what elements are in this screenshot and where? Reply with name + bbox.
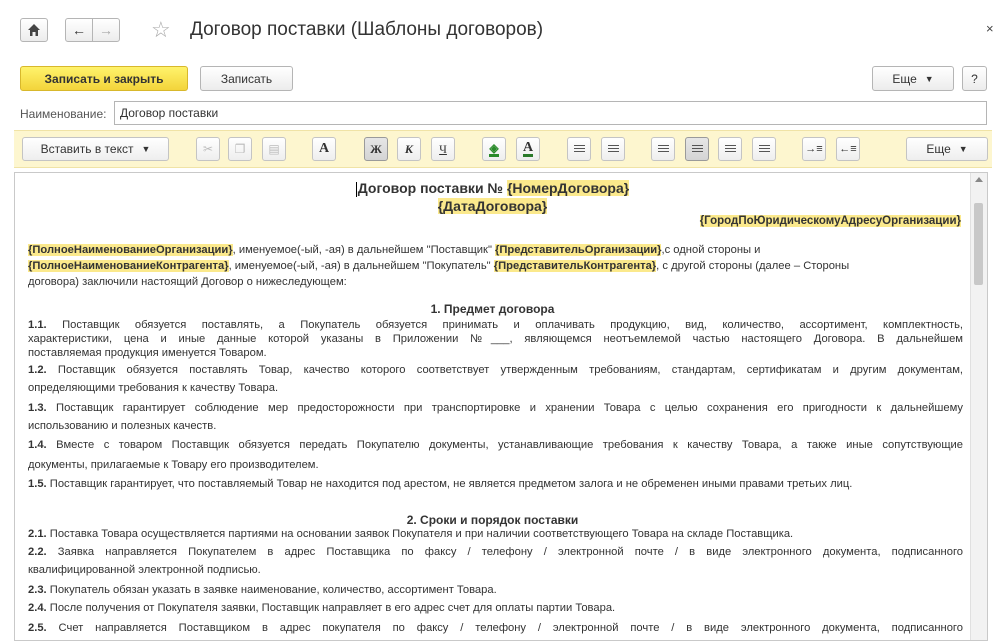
align-center-icon <box>692 145 703 154</box>
bold-icon: Ж <box>370 141 382 156</box>
name-field[interactable]: Договор поставки <box>114 101 987 125</box>
template-field: {ПредставительКонтрагента} <box>493 260 657 272</box>
clause-number: 1.5. <box>28 478 47 490</box>
clause-number: 2.4. <box>28 602 47 614</box>
text-color-icon: A <box>522 140 534 155</box>
underline-icon: Ч <box>439 141 447 156</box>
clause-line <box>28 545 963 559</box>
font-icon: A <box>318 141 330 156</box>
clause-number: 2.3. <box>28 584 47 596</box>
align-justify-button[interactable] <box>752 137 776 161</box>
indent-icon: →≡ <box>805 143 823 155</box>
heading-text: Договор поставки № <box>357 180 507 196</box>
clause-text: определяющими требования к качеству Товара. <box>28 382 279 394</box>
save-button[interactable]: Записать <box>200 66 293 91</box>
clause-text: Поставщик гарантирует соблюдение мер предосторожности при транспортировке и хранении Товара с целью сохранения его пригодности к дальнейшему <box>46 402 963 414</box>
contract-date-field: {ДатаДоговора} <box>437 198 548 214</box>
clause-text: Поставщик обязуется поставлять Товар, качество которого соответствует утвержденным требованиям, стандартам, сертификатам и другим документам, <box>46 364 963 376</box>
template-field: {ПолноеНаименованиеКонтрагента} <box>28 260 229 272</box>
intro-text: ,с одной стороны и <box>661 244 761 256</box>
more-label: Еще <box>892 71 917 86</box>
clause-text: квалифицированной электронной подписью. <box>28 564 261 576</box>
close-icon[interactable]: × <box>986 21 994 36</box>
clause-number: 2.2. <box>28 546 47 558</box>
section-2-title: 2. Сроки и порядок поставки <box>406 513 579 527</box>
paste-icon: ▤ <box>268 142 280 156</box>
align-center-button[interactable] <box>685 137 709 161</box>
copy-icon: ❐ <box>234 142 246 156</box>
dropdown-arrow-icon: ▼ <box>924 73 934 84</box>
dropdown-arrow-icon: ▼ <box>958 144 968 154</box>
clause-line <box>28 381 963 395</box>
clause-text: Покупатель обязан указать в заявке наименование, количество, ассортимент Товара. <box>46 584 497 596</box>
help-button[interactable]: ? <box>962 66 987 91</box>
name-label: Наименование: <box>20 107 107 121</box>
contract-number-field: {НомерДоговора} <box>506 180 630 196</box>
clause-number: 1.1. <box>28 319 47 331</box>
formatting-toolbar <box>14 130 992 168</box>
arrow-right-icon: → <box>99 22 113 38</box>
clause-line <box>28 438 963 452</box>
dropdown-arrow-icon: ▼ <box>141 144 151 154</box>
clause-number: 2.5. <box>28 622 47 634</box>
clause-number: 1.2. <box>28 364 47 376</box>
clause-text: использованию и полезных качеств. <box>28 420 217 432</box>
vertical-scrollbar[interactable] <box>970 173 987 640</box>
clause-text: Заявка направляется Покупателем в адрес Поставщика по факсу / телефону / электронной почте / в виде электронного документа, подписанного <box>46 546 963 558</box>
clause-line <box>28 458 963 472</box>
clause-text: Поставка Товара осуществляется партиями на основании заявок Покупателя и при наличии соответствующего Товара на складе Поставщика. <box>46 528 794 540</box>
clause-line <box>28 318 963 332</box>
clause-line <box>28 527 963 541</box>
intro-text: , именуемое(-ый, -ая) в дальнейшем "Поставщик" <box>232 244 496 256</box>
fill-color-icon: ◈ <box>489 140 499 155</box>
italic-button[interactable] <box>397 137 421 161</box>
toolbar-more-button[interactable] <box>906 137 988 161</box>
template-field: {ПолноеНаименованиеОрганизации} <box>28 244 233 256</box>
scroll-up-icon[interactable] <box>975 177 983 182</box>
clause-text: Вместе с товаром Поставщик обязуется передать Покупателю документы, устанавливающие требования к качеству Товара, а также иные сопутствующие <box>46 439 963 451</box>
clause-number: 2.1. <box>28 528 47 540</box>
section-1-title: 1. Предмет договора <box>430 302 555 316</box>
bullet-list-icon <box>574 145 585 154</box>
intro-text: договора) заключили настоящий Договор о нижеследующем: <box>28 276 347 288</box>
scissors-icon: ✂ <box>202 142 214 156</box>
star-icon[interactable]: ☆ <box>151 17 171 42</box>
clause-text: Счет направляется Поставщиком в адрес покупателя по факсу / телефону / электронной почте / в виде электронного документа, подписанного <box>46 622 963 634</box>
city-field: {ГородПоЮридическомуАдресуОрганизации} <box>699 215 961 227</box>
arrow-left-icon: ← <box>72 22 86 38</box>
clause-line <box>28 363 963 377</box>
clause-text: Поставщик гарантирует, что поставляемый Товар не находится под арестом, не является предметом залога и не обременен иными правами третьих лиц. <box>46 478 853 490</box>
cut-button[interactable] <box>196 137 220 161</box>
clause-text: поставляемая продукция именуется Товаром. <box>28 347 267 359</box>
align-right-icon <box>725 145 736 154</box>
document-editor[interactable] <box>14 172 988 641</box>
align-right-button[interactable] <box>718 137 742 161</box>
clause-number: 1.4. <box>28 439 47 451</box>
home-icon <box>27 23 41 37</box>
forward-button[interactable] <box>92 18 120 42</box>
clause-line <box>28 621 963 635</box>
clause-line <box>28 563 963 577</box>
clause-line <box>28 401 963 415</box>
scrollbar-thumb[interactable] <box>974 203 983 285</box>
italic-icon: К <box>404 141 414 156</box>
clause-line <box>28 601 963 615</box>
copy-button[interactable] <box>228 137 252 161</box>
toolbar-more-label: Еще <box>926 142 951 156</box>
clause-text: документы, прилагаемые к Товару его производителем. <box>28 459 319 471</box>
bold-button[interactable] <box>364 137 388 161</box>
clause-line <box>28 332 963 346</box>
more-button[interactable] <box>872 66 954 91</box>
outdent-icon: ←≡ <box>839 143 857 155</box>
clause-text: характеристики, цена и иные данные которой указаны в Приложении №___, являющемся неотъемлемой частью настоящего Договора. В дальнейшем <box>28 333 963 345</box>
background-color-button[interactable] <box>482 137 506 161</box>
intro-line <box>28 275 963 289</box>
intro-text: , именуемое(-ый, -ая) в дальнейшем "Покупатель" <box>228 260 494 272</box>
outdent-button[interactable] <box>836 137 860 161</box>
text-color-button[interactable] <box>516 137 540 161</box>
intro-line <box>28 259 963 273</box>
clause-text: После получения от Покупателя заявки, Поставщик направляет в его адрес счет для оплаты партии Товара. <box>46 602 616 614</box>
underline-button[interactable] <box>431 137 455 161</box>
bullet-list-button[interactable] <box>567 137 591 161</box>
template-field: {ПредставительОрганизации} <box>495 244 662 256</box>
city-line <box>700 215 961 227</box>
save-and-close-button[interactable]: Записать и закрыть <box>20 66 188 91</box>
intro-text: , с другой стороны (далее – Стороны <box>656 260 850 272</box>
insert-label: Вставить в текст <box>40 142 134 156</box>
align-left-button[interactable] <box>651 137 675 161</box>
numbered-list-button[interactable] <box>601 137 625 161</box>
clause-number: 1.3. <box>28 402 47 414</box>
indent-button[interactable] <box>802 137 826 161</box>
align-left-icon <box>658 145 669 154</box>
numbered-list-icon <box>608 145 619 154</box>
back-button[interactable] <box>65 18 93 42</box>
window-title: Договор поставки (Шаблоны договоров) <box>190 19 544 40</box>
paste-button[interactable] <box>262 137 286 161</box>
align-justify-icon <box>759 145 770 154</box>
document-heading <box>15 180 970 197</box>
text-cursor <box>356 182 357 197</box>
intro-line <box>28 243 963 257</box>
date-line <box>15 198 970 214</box>
font-button[interactable] <box>312 137 336 161</box>
home-button[interactable] <box>20 18 48 42</box>
clause-line <box>28 419 963 433</box>
clause-text: Поставщик обязуется поставлять, а Покупатель обязуется принимать и оплачивать продукцию, вид, количество, ассортимент, комплектность, <box>46 319 963 331</box>
clause-line <box>28 477 963 491</box>
clause-line <box>28 346 963 360</box>
insert-into-text-button[interactable] <box>22 137 169 161</box>
clause-line <box>28 583 963 597</box>
